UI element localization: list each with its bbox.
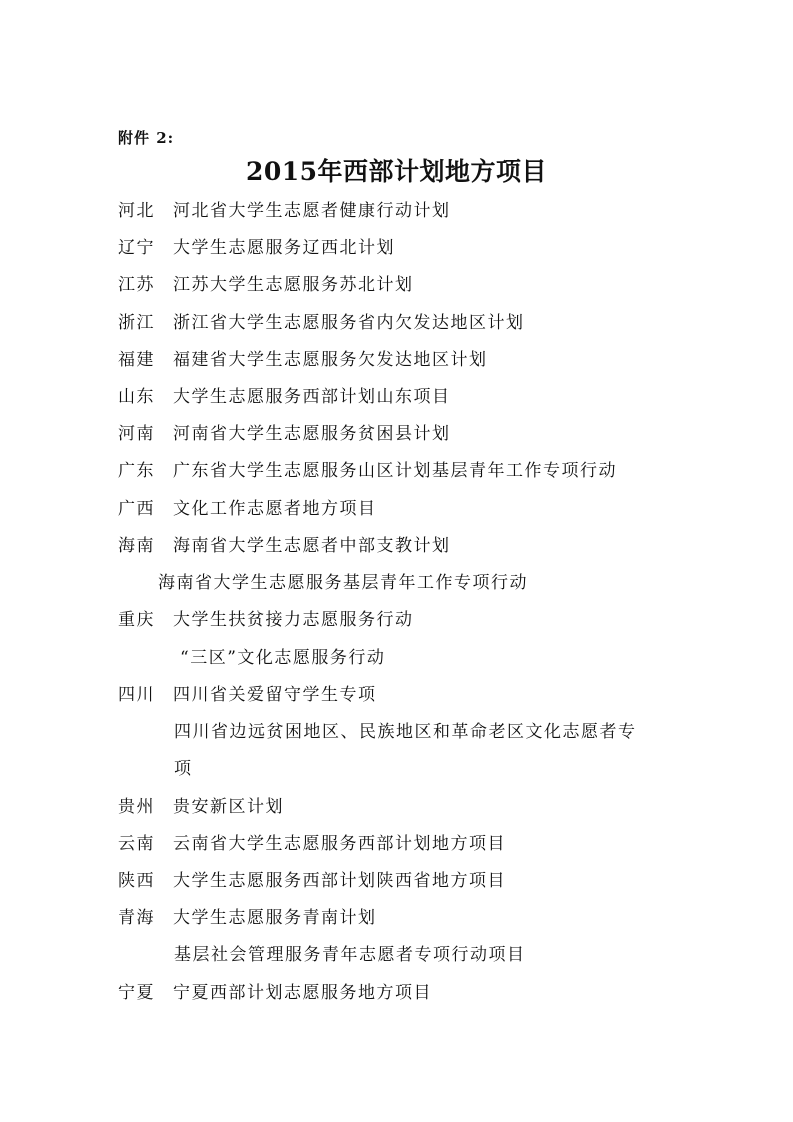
list-item — [118, 458, 617, 484]
list-item — [118, 905, 377, 931]
project-name: 海南省大学生志愿者中部支教计划 — [173, 536, 451, 556]
province-name: 河北 — [118, 201, 155, 221]
province-name: 广西 — [118, 499, 155, 519]
list-item — [118, 198, 451, 224]
province-name: 宁夏 — [118, 983, 155, 1003]
province-name: 青海 — [118, 908, 155, 928]
project-name: 福建省大学生志愿服务欠发达地区计划 — [173, 350, 488, 370]
project-name: 大学生扶贫接力志愿服务行动 — [173, 610, 414, 630]
project-name: 四川省关爱留守学生专项 — [173, 685, 377, 705]
province-name: 福建 — [118, 350, 155, 370]
province-name: 重庆 — [118, 610, 155, 630]
province-name: 广东 — [118, 461, 155, 481]
project-name: 项 — [174, 759, 193, 779]
province-name: 海南 — [118, 536, 155, 556]
list-item — [118, 384, 451, 410]
attachment-label: 附件 2: — [118, 129, 175, 147]
province-name: 河南 — [118, 424, 155, 444]
list-item — [118, 831, 506, 857]
project-name: 广东省大学生志愿服务山区计划基层青年工作专项行动 — [173, 461, 617, 481]
project-name: 大学生志愿服务西部计划陕西省地方项目 — [173, 871, 506, 891]
project-name: 大学生志愿服务辽西北计划 — [173, 238, 395, 258]
province-name: 浙江 — [118, 313, 155, 333]
project-name: 基层社会管理服务青年志愿者专项行动项目 — [174, 945, 526, 965]
project-name: 宁夏西部计划志愿服务地方项目 — [173, 983, 432, 1003]
project-name: 河北省大学生志愿者健康行动计划 — [173, 201, 451, 221]
list-item — [118, 533, 451, 559]
list-item — [118, 347, 488, 373]
project-name: 浙江省大学生志愿服务省内欠发达地区计划 — [173, 313, 525, 333]
project-name: 江苏大学生志愿服务苏北计划 — [173, 275, 414, 295]
province-name: 贵州 — [118, 797, 155, 817]
project-name: 文化工作志愿者地方项目 — [173, 499, 377, 519]
project-name: 贵安新区计划 — [173, 797, 284, 817]
project-name: 大学生志愿服务青南计划 — [173, 908, 377, 928]
province-name: 辽宁 — [118, 238, 155, 258]
province-name: 陕西 — [118, 871, 155, 891]
list-item — [118, 272, 414, 298]
list-item — [118, 496, 377, 522]
project-name: 四川省边远贫困地区、民族地区和革命老区文化志愿者专 — [174, 722, 637, 742]
list-item — [118, 421, 451, 447]
project-name: 大学生志愿服务西部计划山东项目 — [173, 387, 451, 407]
project-name: “三区”文化志愿服务行动 — [180, 648, 386, 668]
list-item — [118, 310, 525, 336]
list-item — [118, 235, 395, 261]
province-name: 四川 — [118, 685, 155, 705]
list-item — [118, 980, 432, 1006]
list-item — [118, 607, 414, 633]
province-name: 江苏 — [118, 275, 155, 295]
project-name: 河南省大学生志愿服务贫困县计划 — [173, 424, 451, 444]
province-name: 云南 — [118, 834, 155, 854]
list-item — [118, 868, 506, 894]
list-item — [118, 794, 284, 820]
list-item — [118, 682, 377, 708]
project-name: 云南省大学生志愿服务西部计划地方项目 — [173, 834, 506, 854]
province-name: 山东 — [118, 387, 155, 407]
page-title: 2015年西部计划地方项目 — [245, 157, 548, 186]
project-name: 海南省大学生志愿服务基层青年工作专项行动 — [158, 573, 528, 593]
